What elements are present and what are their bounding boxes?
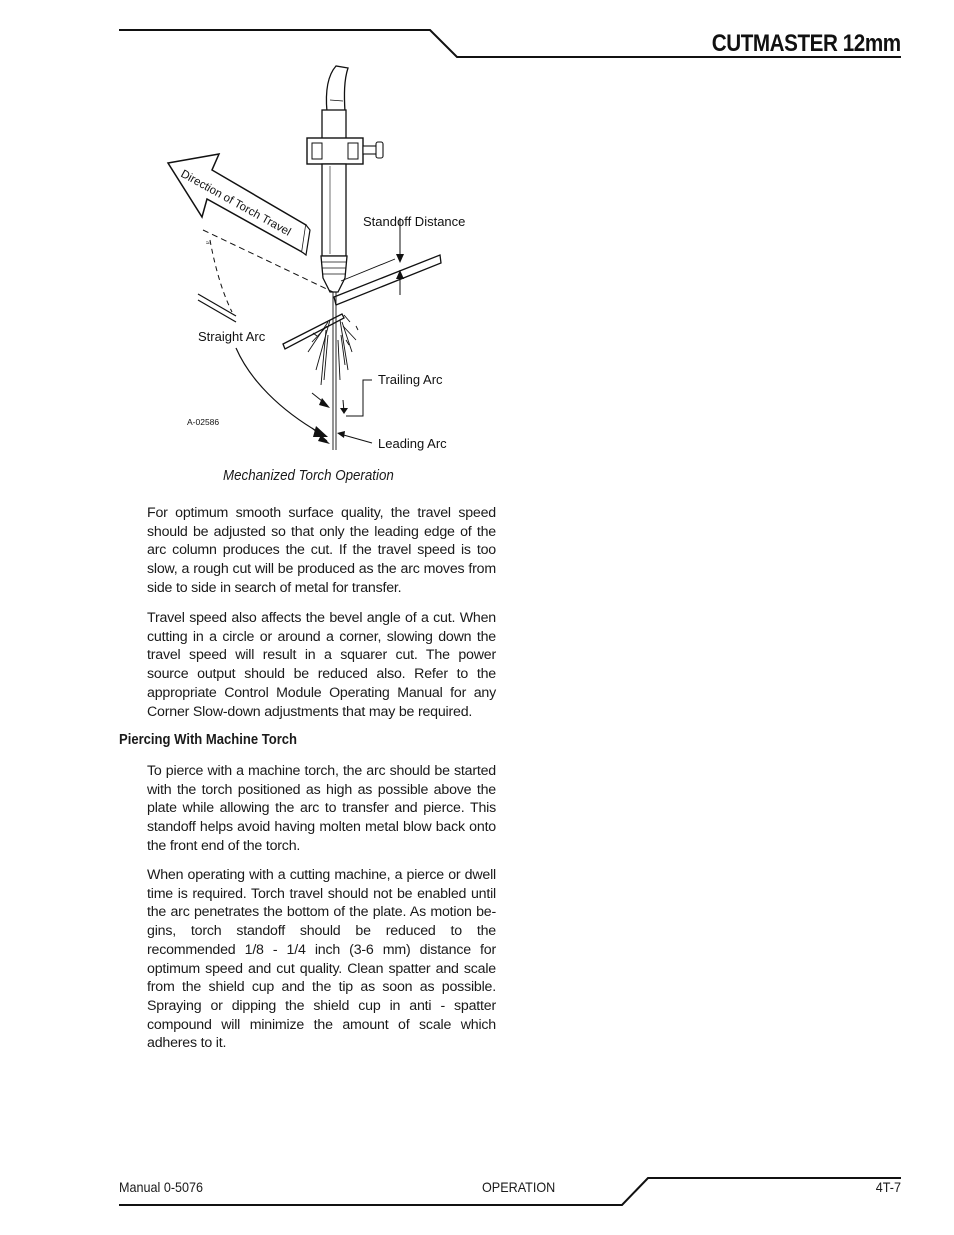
paragraph-travel-speed <box>147 504 496 598</box>
figure-caption: Mechanized Torch Operation <box>223 468 394 484</box>
paragraph-text: Travel speed also affects the bevel angle of a cut. When cutting in a circle or around a corner, slowing down the travel speed will result in a squarer cut. The power source output should be reduced also. Refer to the appropriate Control Module Operating Manual for any Corner Slow-down adjustments that may be required. <box>147 610 496 720</box>
section-heading: Piercing With Machine Torch <box>119 732 298 748</box>
standoff-label: Standoff Distance <box>363 214 466 229</box>
direction-label: Direction of Torch Travel <box>178 168 293 239</box>
torch-hose <box>326 66 348 112</box>
svg-text:≈: ≈ <box>206 240 210 247</box>
paragraph-text: For optimum smooth surface quality, the travel speed should be adjusted so that only the leading edge of the arc column produces the cut. If the travel speed is too slow, a rough cut will be produced as the arc moves from side to side in search of metal for transfer. <box>147 505 496 596</box>
torch-barrel <box>322 164 346 256</box>
torch-upper-body <box>322 110 346 142</box>
straight-arc-label: Straight Arc <box>198 329 266 344</box>
paragraph-dwell <box>147 866 496 1053</box>
document-title: CUTMASTER 12mm <box>712 30 901 57</box>
section-name: OPERATION <box>482 1179 556 1195</box>
clamp-rod <box>363 146 377 154</box>
arc-spray <box>308 292 358 450</box>
figure-id: A-02586 <box>187 417 220 427</box>
paragraph-text: When operating with a cutting machine, a pierce or dwell time is required. Torch travel should not be enabled until the arc penetrates the bottom of the plate. As motion be-gins, torch standoff should be reduced to the recommended 1/8 - 1/4 inch (3-6 mm) distance for optimum speed and cut quality. Clean spatter and scale from the shield cup and the tip as soon as possible. Spraying or dipping the shield cup in anti - spatter compound will minimize the amount of scale which adheres to it. <box>147 867 496 1052</box>
paragraph-text: To pierce with a machine torch, the arc should be started with the torch positioned as high as possible above the plate while allowing the arc to transfer and pierce. This standoff helps avoid having molten metal blow back onto the front end of the torch. <box>147 763 496 854</box>
paragraph-pierce <box>147 762 496 856</box>
manual-number: Manual 0-5076 <box>119 1179 204 1195</box>
trailing-arc-label: Trailing Arc <box>378 372 443 387</box>
paragraph-bevel-angle <box>147 609 496 721</box>
torch-diagram <box>160 60 490 460</box>
page-number: 4T-7 <box>875 1179 901 1195</box>
leading-arc-label: Leading Arc <box>378 436 447 451</box>
